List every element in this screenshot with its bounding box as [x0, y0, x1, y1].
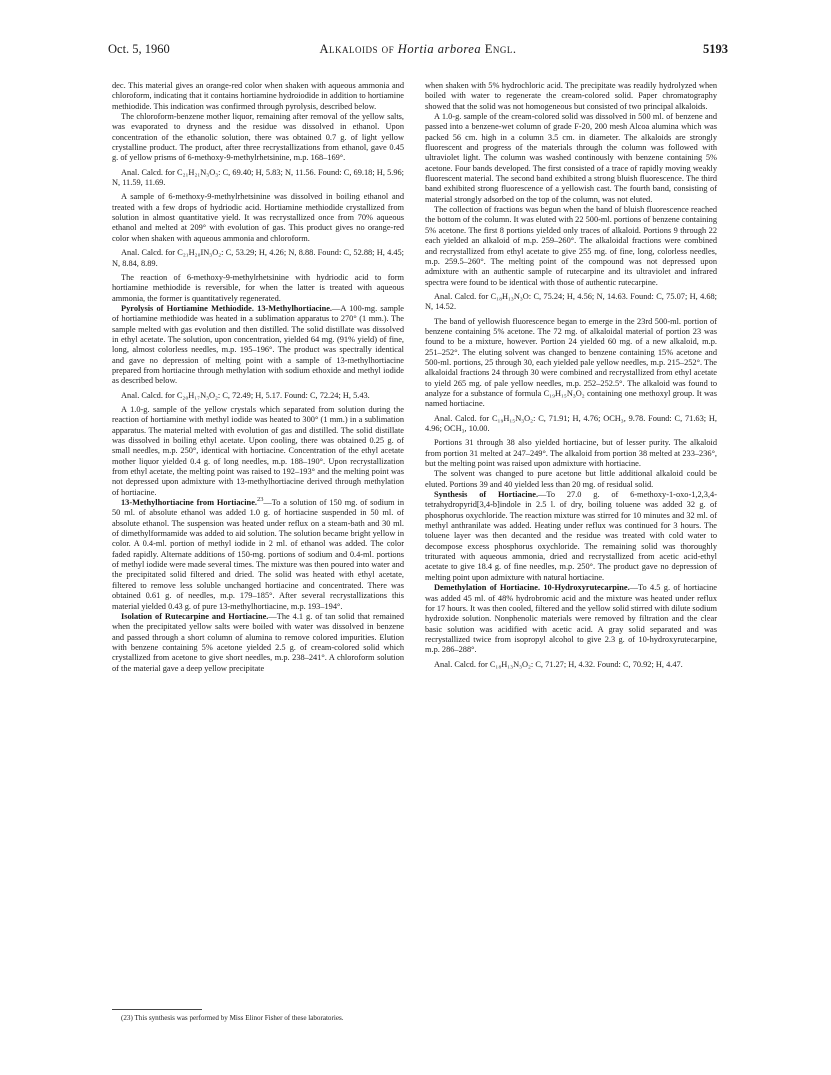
section-paragraph: [112, 304, 404, 387]
footnote-ref: 23: [257, 496, 264, 504]
running-title-species: Hortia arborea: [397, 42, 482, 56]
analysis-line: Anal. Calcd. for C₁₉H₁₅N₃O₂: C, 71.91; H, 4.76; OCH₃, 9.78. Found: C, 71.63; H, 4.96; OCH₃, 10.00.: [425, 413, 717, 433]
paragraph: The chloroform-benzene mother liquor, remaining after removal of the yellow salts, was evaporated to dryness and the residue was dissolved in ethanol. Upon concentration of the ethanolic solution, there was obtained 0.7 g. of light yellow crystalline product. The product, after three recrystallizations from ethanol, gave 0.45 g. of yellow prisms of 6-methoxy-9-methylrhetsinine, m.p. 168–169°.: [112, 112, 404, 163]
paragraph: A sample of 6-methoxy-9-methylrhetsinine was dissolved in boiling ethanol and treated with a few drops of hydriodic acid. Hortiamine methiodide crystallized from solution in almost quantitative yield. It was recrystallized once from 70% aqueous ethanol and melted at 209° with evolution of gas. This product gives no orange-red color when shaken with aqueous ammonia and chloroform.: [112, 192, 404, 243]
right-column: [425, 81, 717, 674]
section-body: —A 100-mg. sample of hortiamine methiodide was heated in a sublimation apparatus to 270° (1 mm.). The sample melted with gas evolution and then distilled. The solid distillate was dissolved in ethyl acetate. The solution, upon concentration, yielded 64 mg. (91% yield) of fine, long, almost colorless needles, m.p. 195–196°. The product was spectrally identical and gave no depression of melting point with a sample of 13-methylhortiacine prepared from hortiacine through methylation with sodium ethoxide and methyl iodide as described below.: [112, 303, 404, 386]
section-heading: Synthesis of Hortiacine.: [434, 490, 539, 500]
running-title-part1: Alkaloids of: [319, 42, 398, 56]
paragraph: Portions 31 through 38 also yielded hortiacine, but of lesser purity. The alkaloid from portion 31 melted at 247–249°. The alkaloid from portion 38 melted at 233–236°, but the melting point was raised upon admixture with hortiacine.: [425, 438, 717, 469]
section-body: —To a solution of 150 mg. of sodium in 50 ml. of absolute ethanol was added 1.0 g. of hortiacine suspended in 50 ml. of absolute ethanol. The suspension was heated under reflux on a steam-bath and 30 ml. of dimethylformamide was added to aid solution. The solution became bright yellow in color. A 0.4-ml. portion of methyl iodide in 2 ml. of ethanol was added. The color faded rapidly. Alternate additions of 150-mg. portions of sodium and 0.4-ml. portions of methyl iodide were made several times. The mixture was then poured into water and the precipitated solid filtered and dried. The solid was heated with ethyl acetate, filtered to remove less soluble unchanged hortiacine and concentrated. There was obtained 0.61 g. of needles, m.p. 179–185°. After several recrystallizations this material yielded 0.43 g. of pure 13-methylhortiacine, m.p. 193–194°.: [112, 498, 404, 611]
left-column: [112, 81, 404, 674]
analysis-line: Anal. Calcd. for C₂₁H₂₁N₃O₃: C, 69.40; H, 5.83; N, 11.56. Found: C, 69.18; H, 5.96; N, 11.59, 11.69.: [112, 167, 404, 188]
section-heading: Pyrolysis of Hortiamine Methiodide. 13-Methylhortiacine.: [121, 303, 333, 313]
section-body: —The 4.1 g. of tan solid that remained when the precipitated yellow salts were boiled with water was dissolved in benzene and passed through a short column of alumina to remove colored impurities. Elution with benzene containing 5% acetone yielded 2.5 g. of cream-colored solid which crystallized from acetone to give short needles, m.p. 238–241°. A chloroform solution of the material gave a deep yellow precipitate: [112, 611, 404, 673]
paragraph: A 1.0-g. sample of the cream-colored solid was dissolved in 500 ml. of benzene and passed into a benzene-wet column of grade F-20, 200 mesh Alcoa alumina which was packed 56 cm. high in a column 3.5 cm. in diameter. The alkaloids are strongly fluorescent and progress of the materials through the column was followed with ultraviolet light. The column was washed continously with benzene containing 5% acetone. Four bands developed. The first consisted of a trace of rapidly moving weakly fluorescent material. The second band exhibited a strong bluish fluorescence. The third band exhibited strong fluorescence of a yellowish cast. The fourth band, consisting of material strongly adsorbed on the top of the column, was not eluted.: [425, 112, 717, 204]
paragraph: The collection of fractions was begun when the band of bluish fluorescence reached the bottom of the column. It was eluted with 22 500-ml. portions of benzene containing 5% acetone. The first 8 portions yielded only traces of alkaloid. Portions 9 through 22 each yielded an alkaloid of m.p. 259–260°. The alkaloidal fractions were combined and recrystallized from ethyl acetate to give 255 mg. of fine, long, colorless needles, m.p. 259.5–260°. The melting point of the compound was not depressed upon admixture with an authentic sample of rutecarpine and its ultraviolet and infrared spectra were found to be identical with those of authentic rutecarpine.: [425, 205, 717, 287]
page-number: 5193: [703, 42, 728, 56]
running-head: [108, 42, 728, 64]
section-paragraph: [425, 583, 717, 655]
paragraph: The reaction of 6-methoxy-9-methylrhetsinine with hydriodic acid to form hortiamine methiodide is reversible, for when the latter is treated with aqueous ammonia, the former is quantitatively regenerated.: [112, 272, 404, 303]
footnote-rule: [112, 1009, 202, 1010]
paragraph: A 1.0-g. sample of the yellow crystals which separated from solution during the reaction of hortiamine with methyl iodide was heated to 300° (1 mm.) in a sublimation apparatus. The material melted with evolution of gas and distilled. The solid distillate was dissolved in boiling ethyl acetate. Upon cooling, there was obtained 0.25 g. of small needles, m.p. 250°, identical with hortiacine. Concentration of the ethyl acetate mother liquor yielded 0.4 g. of long needles, m.p. 188–190°. Upon recrystallization from ethyl acetate, the melting point was raised to 192–193° and the melting point was not depressed upon admixture with 13-methylhortiacine derived through methylation of hortiacine.: [112, 404, 404, 497]
section-paragraph: [112, 612, 404, 674]
section-body: —To 27.0 g. of 6-methoxy-1-oxo-1,2,3,4-tetrahydropyrid[3,4-b]indole in 2.5 l. of dry, boiling toluene was added 32 g. of phosphorus oxychloride. The reaction mixture was stirred for 10 minutes and 32 ml. of methyl anthranilate was added. Heating under reflux was continued for 3 hours. The toluene layer was then decanted and the residue was treated with cold water to decompose excess phosphorus oxychloride. The remaining solid was thoroughly triturated with aqueous ammonia, dried and recrystallized from acetic acid-ethyl acetate to give 18.4 g. of fine needles, m.p. 250°. The product gave no depression of melting point upon admixture with natural hortiacine.: [425, 490, 717, 582]
section-heading: 13-Methylhortiacine from Hortiacine.: [121, 498, 257, 508]
footnote: (23) This synthesis was performed by Miss Elinor Fisher of these laboratories.: [121, 1014, 344, 1022]
paragraph: dec. This material gives an orange-red color when shaken with aqueous ammonia and chloroform, indicating that it contains hortiamine hydroiodide in addition to hortiamine methiodide. This indication was confirmed through pyrolysis, described below.: [112, 81, 404, 111]
paragraph: The solvent was changed to pure acetone but little additional alkaloid could be eluted. Portions 39 and 40 yielded less than 20 mg. of residual solid.: [425, 469, 717, 489]
analysis-line: Anal. Calcd. for C₁₈H₁₃N₃O₂: C, 71.27; H, 4.32. Found: C, 70.92; H, 4.47.: [434, 659, 683, 669]
analysis-line: Anal. Calcd. for C₂₀H₁₇N₃O₂: C, 72.49; H, 5.17. Found: C, 72.24; H, 5.43.: [121, 390, 370, 400]
issue-date: Oct. 5, 1960: [108, 42, 170, 56]
section-heading: Isolation of Rutecarpine and Hortiacine.: [121, 611, 269, 621]
section-heading: Demethylation of Hortiacine. 10-Hydroxyrutecarpine.: [434, 583, 630, 593]
section-paragraph: [425, 490, 717, 583]
running-title-part2: Engl.: [481, 42, 517, 56]
analysis-line: Anal. Calcd. for C₂₁H₂₀IN₃O₂: C, 53.29; H, 4.26; N, 8.88. Found: C, 52.88; H, 4.45; N, 8.84, 8.89.: [112, 248, 404, 268]
section-body: —To 4.5 g. of hortiacine was added 45 ml. of 48% hydrobromic acid and the mixture was heated under reflux for 17 hours. It was then cooled, filtered and the yellow solid stirred with dilute sodium hydroxide solution. Nonphenolic materials were removed by filtration and the clear basic solution was acidified with acetic acid. A gray solid separated and was recrystallized twice from isopropyl alcohol to give 2.3 g. of 10-hydroxyrutecarpine, m.p. 286–288°.: [425, 583, 717, 655]
paragraph: The band of yellowish fluorescence began to emerge in the 23rd 500-ml. portion of benzene containing 5% acetone. The 72 mg. of alkaloidal material of portion 23 was found to be a mixture, however. Portion 24 yielded 60 mg. of a new alkaloid, m.p. 251–252°. The eluting solvent was changed to benzene containing 15% acetone and 500-ml. portions, 25 through 30, each yielded pale yellow needles, m.p. 215–252°. The alkaloidal fractions 24 through 30 were combined and recrystallized from ethyl acetate to yield 265 mg. of pale yellow needles, m.p. 252–252.5°. The alkaloid was found to analyze for a substance of formula C₁₉H₁₅N₃O₂ containing one methoxyl group. It was named hortiacine.: [425, 316, 717, 409]
running-title: [108, 42, 728, 57]
section-paragraph: [112, 498, 404, 612]
paragraph: when shaken with 5% hydrochloric acid. The precipitate was readily hydrolyzed when boiled with water to regenerate the cream-colored solid. Paper chromatography showed that the solid was not homogeneous but consisted of two principal alkaloids.: [425, 81, 717, 111]
analysis-line: Anal. Calcd. for C₁₈H₁₃N₃O: C, 75.24; H, 4.56; N, 14.63. Found: C, 75.07; H, 4.68; N, 14.52.: [425, 291, 717, 312]
